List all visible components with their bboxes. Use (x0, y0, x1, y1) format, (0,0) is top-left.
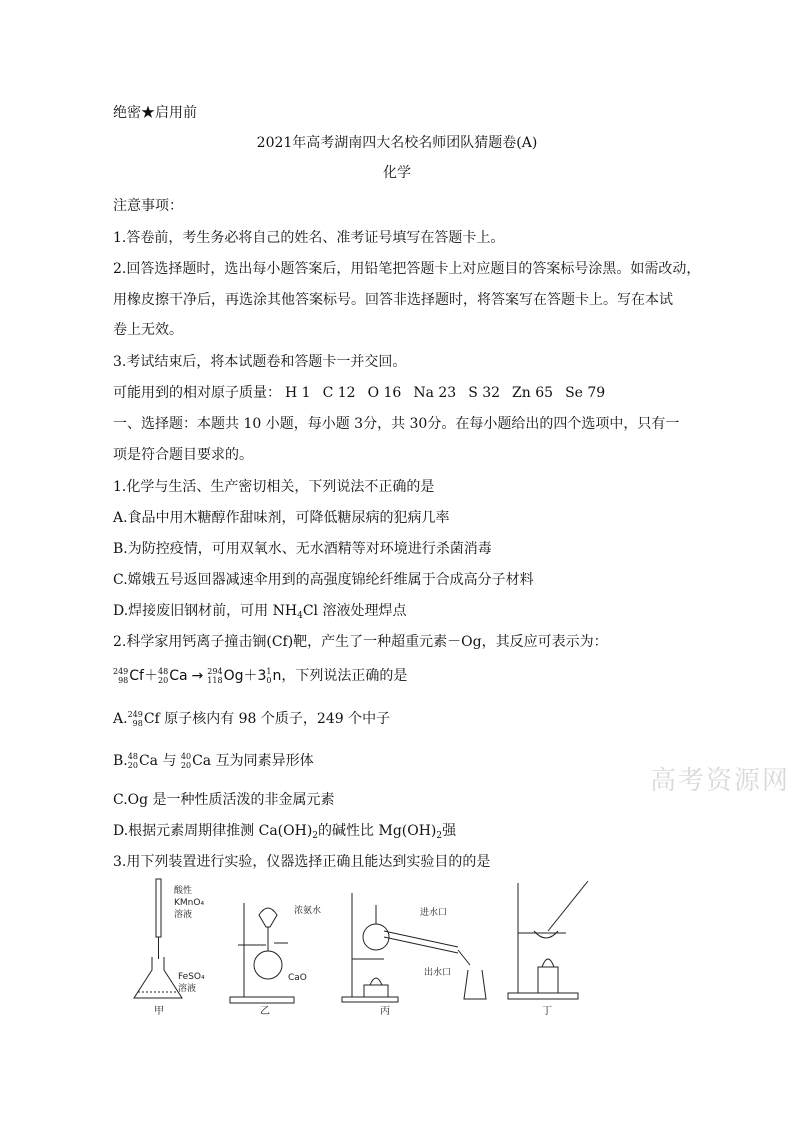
apparatus-yi (230, 903, 294, 1003)
q2-d-text-mid: 的碱性比 Mg(OH) (318, 823, 437, 839)
jia-flask-1: FeSO₄ (178, 972, 205, 982)
q2-a-z: 98 (132, 719, 143, 728)
bing-water-out: 出水口 (424, 968, 452, 978)
subject-title: 化学 (383, 165, 411, 181)
q2-d-text: D.根据元素周期律推测 Ca(OH) (113, 823, 313, 839)
cf-mass-number: 249 (113, 667, 129, 676)
q2-d-subscript-2: 2 (436, 831, 443, 841)
atomic-mass-line (113, 383, 617, 403)
q1-d-text-end: Cl 溶液处理焊点 (302, 603, 407, 619)
q1-d-subscript: 4 (297, 611, 303, 621)
apparatus-drawing (118, 875, 598, 1017)
apparatus-ding (508, 881, 588, 999)
q2-b-mass-2: 40 (180, 752, 192, 761)
atomic-mass-label: 可能用到的相对原子质量： (113, 385, 281, 401)
neutron-symbol: n (272, 668, 282, 684)
round-flask-icon (254, 951, 282, 979)
ding-flame-icon (542, 959, 554, 967)
reaction-arrow: → (191, 668, 204, 684)
jia-flask-2: 溶液 (178, 984, 197, 994)
q2-option-c: C.Og 是一种性质活泼的非金属元素 (113, 792, 335, 808)
q3-apparatus-figure (118, 875, 598, 1017)
q3-stem: 3.用下列装置进行实验，仪器选择正确且能达到实验目的的是 (113, 854, 491, 870)
notice-item-2-line-3: 卷上无效。 (113, 322, 183, 338)
q2-b-z-2: 20 (180, 761, 192, 770)
jia-reagent-1: 酸性 (174, 886, 193, 896)
q2-option-a (113, 709, 390, 729)
alcohol-lamp-flame-icon (370, 978, 382, 985)
secret-label: 绝密★启用前 (113, 105, 197, 121)
q1-option-a: A.食品中用木糖醇作甜味剂，可降低糖尿病的犯病几率 (113, 510, 450, 526)
watermark: 高考资源网 (650, 766, 791, 796)
q2-b-connector: 与 (158, 753, 181, 769)
cf-atomic-number: 98 (118, 676, 129, 685)
q2-b-prefix: B. (113, 753, 128, 769)
neutron-mass-number: 1 (266, 667, 272, 676)
q2-option-d (113, 821, 456, 846)
atomic-mass-s: S 32 (468, 385, 501, 401)
bing-water-in: 进水口 (420, 908, 448, 918)
burette-icon (156, 879, 161, 937)
glass-rod-icon (548, 881, 588, 931)
atomic-mass-se: Se 79 (565, 385, 606, 401)
bing-label: 丙 (380, 1006, 390, 1017)
separatory-funnel-icon (259, 908, 277, 927)
q2-a-prefix: A. (113, 711, 128, 727)
exam-title: 2021年高考湖南四大名校名师团队猜题卷(A) (256, 135, 538, 151)
yi-reagent: 浓氨水 (294, 906, 322, 916)
neutron-numbers (266, 667, 271, 685)
notice-item-2-line-1: 2.回答选择题时，选出每小题答案后，用铅笔把答题卡上对应题目的答案标号涂黑。如需改动， (113, 261, 701, 277)
ca-symbol: Ca (169, 668, 188, 684)
notice-item-1: 1.答卷前，考生务必将自己的姓名、准考证号填写在答题卡上。 (113, 230, 505, 246)
ding-label: 丁 (542, 1006, 552, 1017)
notice-item-2-line-2: 用橡皮擦干净后，再选涂其他答案标号。回答非选择题时，将答案写在答题卡上。写在本试 (113, 292, 673, 308)
yi-label: 乙 (260, 1006, 270, 1017)
q2-a-nuclide-numbers (128, 710, 143, 728)
q2-a-text: 原子核内有 98 个质子，249 个中子 (159, 711, 391, 727)
q2-b-mass-1: 48 (127, 752, 138, 761)
yi-solid: CaO (288, 973, 307, 983)
ca-nuclide-numbers (158, 667, 168, 685)
cf-symbol: Cf (129, 668, 144, 684)
atomic-mass-na: Na 23 (413, 385, 457, 401)
plus-three: ＋3 (243, 668, 267, 684)
q1-option-c: C.嫦娥五号返回器减速伞用到的高强度锦纶纤维属于合成高分子材料 (113, 572, 534, 588)
evaporating-dish-icon (534, 931, 558, 938)
og-nuclide-numbers (207, 667, 222, 685)
q2-d-subscript-1: 2 (312, 831, 319, 841)
ca-atomic-number: 20 (158, 676, 169, 685)
cf-nuclide-numbers (113, 667, 128, 685)
apparatus-jia (134, 879, 182, 998)
neutron-charge-number: 0 (266, 676, 272, 685)
atomic-mass-o: O 16 (367, 385, 402, 401)
q2-option-b (113, 751, 314, 771)
atomic-mass-h: H 1 (285, 385, 311, 401)
og-symbol: Og (223, 668, 244, 684)
q1-d-text: D.焊接废旧钢材前，可用 NH (113, 603, 298, 619)
jia-reagent-3: 溶液 (174, 910, 193, 920)
apparatus-bing (342, 893, 486, 1002)
q2-b-nuclide-2 (181, 752, 191, 770)
q2-equation (113, 666, 407, 686)
q2-b-nuclide-1 (128, 752, 138, 770)
section-1-line-2: 项是符合题目要求的。 (113, 447, 253, 463)
ca-mass-number: 48 (158, 667, 169, 676)
q2-stem: 2.科学家用钙离子撞击锎(Cf)靶，产生了一种超重元素－Og，其反应可表示为： (113, 634, 608, 650)
section-1-line-1: 一、选择题：本题共 10 小题，每小题 3分，共 30分。在每小题给出的四个选项中，只有一 (113, 416, 680, 432)
og-mass-number: 294 (207, 667, 223, 676)
jia-label: 甲 (154, 1006, 164, 1017)
q2-a-symbol: Cf (143, 711, 160, 727)
q2-equation-tail: ，下列说法正确的是 (281, 668, 408, 684)
q2-d-text-end: 强 (442, 823, 457, 839)
atomic-mass-zn: Zn 65 (512, 385, 554, 401)
q1-option-b: B.为防控疫情，可用双氧水、无水酒精等对环境进行杀菌消毒 (113, 541, 492, 557)
q1-option-d (113, 601, 406, 626)
notice-item-3: 3.考试结束后，将本试题卷和答题卡一并交回。 (113, 354, 407, 370)
q2-b-symbol-2: Ca (192, 753, 212, 769)
receiving-flask-icon (464, 970, 486, 999)
plus-sign: ＋ (144, 668, 158, 684)
q2-a-mass: 249 (127, 710, 143, 719)
q2-b-symbol-1: Ca (138, 753, 158, 769)
jia-reagent-2: KMnO₄ (174, 898, 205, 908)
q2-b-text: 互为同素异形体 (211, 753, 314, 769)
q1-stem: 1.化学与生活、生产密切相关，下列说法不正确的是 (113, 479, 435, 495)
q2-b-z-1: 20 (127, 761, 138, 770)
atomic-mass-c: C 12 (322, 385, 356, 401)
notice-heading: 注意事项： (113, 198, 183, 214)
og-atomic-number: 118 (207, 676, 223, 685)
